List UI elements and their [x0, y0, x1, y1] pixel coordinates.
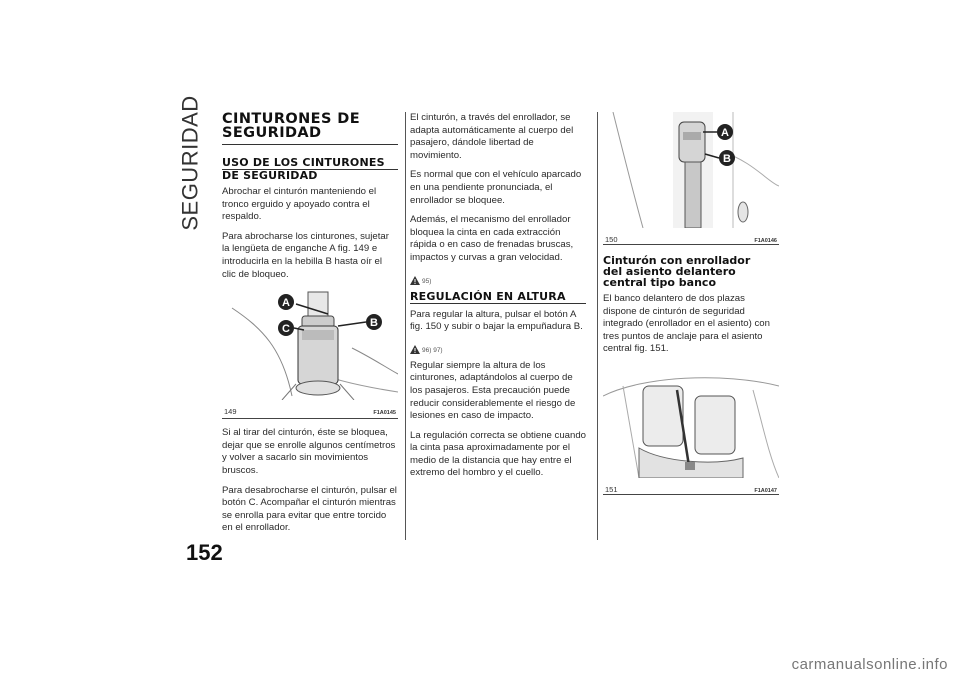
paragraph: Regular siempre la altura de los cinturones, adaptándolos al cuerpo de los pasajeros. Esta precaución puede reducir considerablemente el riesgo de lesiones en caso de impacto.	[410, 359, 576, 422]
warning-triangle-icon	[410, 345, 420, 354]
figure-caption	[603, 235, 779, 244]
subsection-title	[410, 291, 586, 304]
subsection-title-line3: central tipo banco	[603, 276, 717, 289]
figure-number: 151	[605, 484, 618, 494]
subsection-title-text: REGULACIÓN EN ALTURA	[410, 291, 586, 304]
paragraph: Para desabrocharse el cinturón, pulsar el botón C. Acompañar el cinturón mientras se enrolla para evitar que entre torcido en el enrollador.	[222, 484, 397, 534]
section-title-line2: SEGURIDAD	[222, 125, 322, 141]
callout-a-label: A	[721, 127, 729, 139]
paragraph: Abrochar el cinturón manteniendo el tronco erguido y apoyado contra el respaldo.	[222, 186, 377, 223]
figure-code: F1A0145	[373, 410, 396, 417]
warning-triangle-icon	[410, 276, 420, 285]
column-2	[410, 112, 586, 487]
paragraph: Además, el mecanismo del enrollador bloquea la cinta en cada extracción rápida o en caso de frenadas bruscas, impactos y curvas a gran velocidad.	[410, 214, 574, 263]
subsection-title-line1: USO DE LOS CINTURONES	[222, 157, 398, 170]
callout-b-label: B	[723, 153, 731, 165]
figure-150	[603, 112, 779, 245]
figure-code: F1A0147	[754, 487, 777, 494]
callout-c-label: C	[282, 323, 290, 336]
seatbelt-height-adjuster-illustration	[603, 112, 779, 228]
seatbelt-buckle-illustration	[222, 288, 398, 400]
warning-reference	[410, 272, 586, 285]
figure-151	[603, 366, 779, 495]
paragraph: Para abrocharse los cinturones, sujetar la lengüeta de enganche A fig. 149 e introducirla en la hebilla B hasta oír el clic de bloqueo.	[222, 230, 389, 280]
warning-reference	[410, 341, 586, 354]
paragraph: Para regular la altura, pulsar el botón A fig. 150 y subir o bajar la empuñadura B.	[410, 308, 583, 333]
paragraph: Es normal que con el vehículo aparcado en una pendiente pronunciada, el enrollador se bloquee.	[410, 169, 582, 206]
column-divider	[597, 112, 598, 540]
warning-ref-text: 95)	[422, 277, 432, 285]
paragraph: La regulación correcta se obtiene cuando la cinta pasa aproximadamente por el medio de la distancia que hay entre el extremo del hombro y el cuello.	[410, 429, 587, 479]
subsection-title-line2: DE SEGURIDAD	[222, 169, 318, 182]
subsection-title-line1: Cinturón con enrollador	[603, 254, 751, 267]
subsection-title-line2: del asiento delantero	[603, 265, 736, 278]
section-title	[222, 112, 398, 145]
bench-seat-illustration	[603, 366, 779, 478]
section-title-line1: CINTURONES DE	[222, 111, 361, 127]
subsection-title	[222, 157, 398, 181]
warning-ref-text: 96) 97)	[422, 346, 443, 354]
figure-caption	[222, 407, 398, 416]
paragraph: El banco delantero de dos plazas dispone de cinturón de seguridad integrado (enrollador en el asiento) con tres puntos de anclaje para el asiento central fig. 151.	[603, 293, 770, 355]
side-section-title	[176, 95, 206, 231]
figure-149	[222, 288, 398, 419]
section-label: SEGURIDAD	[178, 95, 204, 231]
figure-number: 150	[605, 235, 618, 244]
callout-a-label: A	[282, 297, 290, 310]
column-divider	[405, 112, 406, 540]
paragraph: Si al tirar del cinturón, éste se bloquea, dejar que se enrolle algunos centímetros y volver a sacarlo sin movimientos bruscos.	[222, 427, 396, 476]
column-3	[603, 112, 779, 495]
callout-b-label: B	[370, 317, 378, 330]
column-1	[222, 112, 398, 542]
footer-watermark: carmanualsonline.info	[791, 656, 948, 673]
figure-code: F1A0146	[754, 238, 777, 244]
subsection-title	[603, 255, 779, 288]
figure-number: 149	[224, 407, 237, 417]
page-number: 152	[186, 540, 223, 565]
paragraph: El cinturón, a través del enrollador, se adapta automáticamente al cuerpo del pasajero, dándole libertad de movimiento.	[410, 112, 574, 161]
figure-caption	[603, 485, 779, 494]
